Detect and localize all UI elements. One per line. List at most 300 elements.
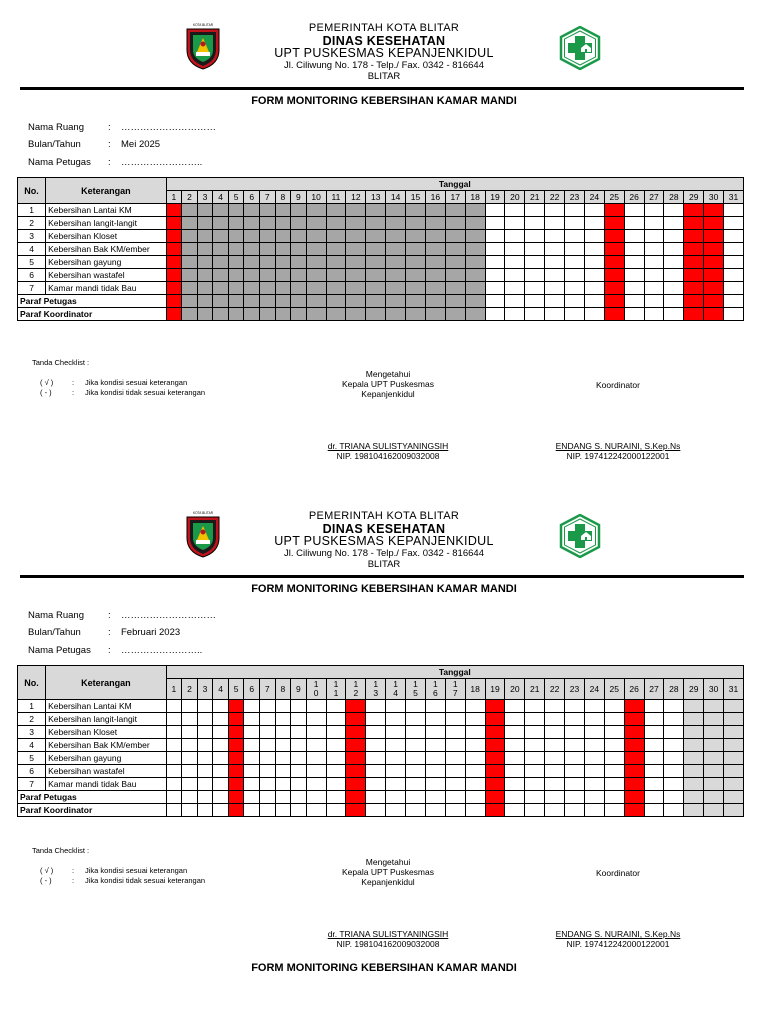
check-cell[interactable] — [291, 217, 307, 230]
check-cell[interactable] — [228, 230, 244, 243]
check-cell[interactable] — [244, 765, 260, 778]
check-cell[interactable] — [704, 739, 724, 752]
check-cell[interactable] — [704, 204, 724, 217]
check-cell[interactable] — [182, 726, 198, 739]
paraf-cell[interactable] — [505, 308, 525, 321]
check-cell[interactable] — [291, 256, 307, 269]
check-cell[interactable] — [604, 726, 624, 739]
check-cell[interactable] — [445, 282, 465, 295]
paraf-cell[interactable] — [565, 804, 585, 817]
check-cell[interactable] — [213, 269, 229, 282]
check-cell[interactable] — [604, 765, 624, 778]
check-cell[interactable] — [525, 700, 545, 713]
check-cell[interactable] — [406, 204, 426, 217]
check-cell[interactable] — [228, 700, 244, 713]
check-cell[interactable] — [545, 217, 565, 230]
check-cell[interactable] — [182, 243, 198, 256]
paraf-cell[interactable] — [244, 295, 260, 308]
check-cell[interactable] — [197, 700, 213, 713]
paraf-cell[interactable] — [259, 791, 275, 804]
check-cell[interactable] — [386, 282, 406, 295]
paraf-cell[interactable] — [366, 295, 386, 308]
check-cell[interactable] — [306, 726, 326, 739]
check-cell[interactable] — [465, 204, 485, 217]
check-cell[interactable] — [525, 256, 545, 269]
check-cell[interactable] — [445, 204, 465, 217]
check-cell[interactable] — [197, 765, 213, 778]
paraf-cell[interactable] — [366, 804, 386, 817]
check-cell[interactable] — [664, 217, 684, 230]
check-cell[interactable] — [664, 282, 684, 295]
check-cell[interactable] — [228, 726, 244, 739]
check-cell[interactable] — [197, 269, 213, 282]
check-cell[interactable] — [291, 282, 307, 295]
check-cell[interactable] — [704, 713, 724, 726]
check-cell[interactable] — [244, 726, 260, 739]
paraf-cell[interactable] — [346, 308, 366, 321]
paraf-cell[interactable] — [228, 308, 244, 321]
paraf-cell[interactable] — [228, 791, 244, 804]
check-cell[interactable] — [505, 752, 525, 765]
check-cell[interactable] — [704, 765, 724, 778]
check-cell[interactable] — [664, 778, 684, 791]
check-cell[interactable] — [704, 700, 724, 713]
check-cell[interactable] — [259, 752, 275, 765]
check-cell[interactable] — [644, 269, 664, 282]
check-cell[interactable] — [275, 282, 291, 295]
paraf-cell[interactable] — [386, 791, 406, 804]
paraf-cell[interactable] — [684, 804, 704, 817]
paraf-cell[interactable] — [485, 308, 505, 321]
check-cell[interactable] — [366, 217, 386, 230]
check-cell[interactable] — [182, 256, 198, 269]
check-cell[interactable] — [565, 269, 585, 282]
paraf-cell[interactable] — [604, 308, 624, 321]
check-cell[interactable] — [386, 256, 406, 269]
paraf-cell[interactable] — [166, 791, 182, 804]
check-cell[interactable] — [275, 713, 291, 726]
check-cell[interactable] — [197, 713, 213, 726]
paraf-cell[interactable] — [445, 804, 465, 817]
paraf-cell[interactable] — [724, 791, 744, 804]
check-cell[interactable] — [604, 230, 624, 243]
check-cell[interactable] — [291, 778, 307, 791]
check-cell[interactable] — [545, 765, 565, 778]
check-cell[interactable] — [406, 217, 426, 230]
paraf-cell[interactable] — [291, 791, 307, 804]
paraf-cell[interactable] — [228, 804, 244, 817]
paraf-cell[interactable] — [386, 295, 406, 308]
check-cell[interactable] — [213, 752, 229, 765]
check-cell[interactable] — [346, 256, 366, 269]
check-cell[interactable] — [386, 217, 406, 230]
paraf-cell[interactable] — [545, 295, 565, 308]
paraf-cell[interactable] — [197, 804, 213, 817]
check-cell[interactable] — [197, 282, 213, 295]
check-cell[interactable] — [275, 217, 291, 230]
check-cell[interactable] — [244, 282, 260, 295]
paraf-cell[interactable] — [525, 791, 545, 804]
check-cell[interactable] — [545, 778, 565, 791]
check-cell[interactable] — [604, 700, 624, 713]
paraf-cell[interactable] — [545, 791, 565, 804]
paraf-cell[interactable] — [485, 295, 505, 308]
check-cell[interactable] — [366, 700, 386, 713]
paraf-cell[interactable] — [386, 308, 406, 321]
check-cell[interactable] — [684, 269, 704, 282]
check-cell[interactable] — [259, 282, 275, 295]
check-cell[interactable] — [584, 778, 604, 791]
check-cell[interactable] — [346, 739, 366, 752]
check-cell[interactable] — [445, 243, 465, 256]
check-cell[interactable] — [366, 739, 386, 752]
check-cell[interactable] — [465, 700, 485, 713]
paraf-cell[interactable] — [624, 791, 644, 804]
check-cell[interactable] — [326, 752, 346, 765]
paraf-cell[interactable] — [166, 804, 182, 817]
check-cell[interactable] — [346, 765, 366, 778]
check-cell[interactable] — [485, 726, 505, 739]
check-cell[interactable] — [386, 752, 406, 765]
check-cell[interactable] — [684, 752, 704, 765]
check-cell[interactable] — [366, 765, 386, 778]
check-cell[interactable] — [584, 243, 604, 256]
check-cell[interactable] — [465, 765, 485, 778]
check-cell[interactable] — [228, 243, 244, 256]
check-cell[interactable] — [624, 230, 644, 243]
check-cell[interactable] — [624, 256, 644, 269]
check-cell[interactable] — [684, 204, 704, 217]
paraf-cell[interactable] — [525, 295, 545, 308]
check-cell[interactable] — [291, 243, 307, 256]
check-cell[interactable] — [545, 256, 565, 269]
check-cell[interactable] — [228, 739, 244, 752]
check-cell[interactable] — [346, 700, 366, 713]
check-cell[interactable] — [724, 713, 744, 726]
check-cell[interactable] — [291, 752, 307, 765]
check-cell[interactable] — [624, 243, 644, 256]
check-cell[interactable] — [366, 752, 386, 765]
check-cell[interactable] — [306, 256, 326, 269]
check-cell[interactable] — [624, 204, 644, 217]
check-cell[interactable] — [565, 204, 585, 217]
paraf-cell[interactable] — [425, 295, 445, 308]
check-cell[interactable] — [525, 217, 545, 230]
paraf-cell[interactable] — [525, 804, 545, 817]
check-cell[interactable] — [565, 217, 585, 230]
check-cell[interactable] — [326, 778, 346, 791]
check-cell[interactable] — [197, 778, 213, 791]
check-cell[interactable] — [425, 778, 445, 791]
check-cell[interactable] — [259, 765, 275, 778]
paraf-cell[interactable] — [704, 791, 724, 804]
check-cell[interactable] — [664, 269, 684, 282]
check-cell[interactable] — [306, 778, 326, 791]
check-cell[interactable] — [664, 256, 684, 269]
check-cell[interactable] — [664, 204, 684, 217]
check-cell[interactable] — [644, 726, 664, 739]
check-cell[interactable] — [724, 230, 744, 243]
paraf-cell[interactable] — [445, 791, 465, 804]
check-cell[interactable] — [505, 204, 525, 217]
paraf-cell[interactable] — [182, 295, 198, 308]
check-cell[interactable] — [724, 765, 744, 778]
paraf-cell[interactable] — [306, 791, 326, 804]
check-cell[interactable] — [166, 765, 182, 778]
check-cell[interactable] — [406, 752, 426, 765]
check-cell[interactable] — [545, 243, 565, 256]
check-cell[interactable] — [306, 217, 326, 230]
paraf-cell[interactable] — [197, 308, 213, 321]
check-cell[interactable] — [275, 269, 291, 282]
check-cell[interactable] — [244, 700, 260, 713]
check-cell[interactable] — [445, 726, 465, 739]
paraf-cell[interactable] — [545, 308, 565, 321]
paraf-cell[interactable] — [306, 804, 326, 817]
check-cell[interactable] — [505, 230, 525, 243]
check-cell[interactable] — [644, 765, 664, 778]
check-cell[interactable] — [465, 269, 485, 282]
check-cell[interactable] — [584, 713, 604, 726]
paraf-cell[interactable] — [644, 308, 664, 321]
check-cell[interactable] — [624, 752, 644, 765]
check-cell[interactable] — [197, 752, 213, 765]
check-cell[interactable] — [485, 282, 505, 295]
paraf-cell[interactable] — [584, 791, 604, 804]
check-cell[interactable] — [275, 243, 291, 256]
check-cell[interactable] — [306, 713, 326, 726]
paraf-cell[interactable] — [346, 804, 366, 817]
check-cell[interactable] — [275, 765, 291, 778]
check-cell[interactable] — [259, 269, 275, 282]
paraf-cell[interactable] — [291, 804, 307, 817]
check-cell[interactable] — [565, 739, 585, 752]
paraf-cell[interactable] — [244, 791, 260, 804]
check-cell[interactable] — [197, 230, 213, 243]
check-cell[interactable] — [326, 700, 346, 713]
paraf-cell[interactable] — [505, 804, 525, 817]
check-cell[interactable] — [525, 752, 545, 765]
paraf-cell[interactable] — [306, 308, 326, 321]
paraf-cell[interactable] — [275, 791, 291, 804]
check-cell[interactable] — [406, 765, 426, 778]
check-cell[interactable] — [213, 700, 229, 713]
check-cell[interactable] — [228, 752, 244, 765]
check-cell[interactable] — [346, 217, 366, 230]
check-cell[interactable] — [644, 230, 664, 243]
check-cell[interactable] — [228, 765, 244, 778]
paraf-cell[interactable] — [386, 804, 406, 817]
paraf-cell[interactable] — [624, 295, 644, 308]
check-cell[interactable] — [724, 243, 744, 256]
check-cell[interactable] — [445, 765, 465, 778]
paraf-cell[interactable] — [244, 804, 260, 817]
check-cell[interactable] — [724, 269, 744, 282]
check-cell[interactable] — [485, 256, 505, 269]
paraf-cell[interactable] — [445, 308, 465, 321]
check-cell[interactable] — [406, 282, 426, 295]
check-cell[interactable] — [425, 713, 445, 726]
paraf-cell[interactable] — [228, 295, 244, 308]
check-cell[interactable] — [525, 726, 545, 739]
check-cell[interactable] — [346, 713, 366, 726]
check-cell[interactable] — [306, 230, 326, 243]
check-cell[interactable] — [182, 217, 198, 230]
check-cell[interactable] — [505, 700, 525, 713]
check-cell[interactable] — [525, 765, 545, 778]
check-cell[interactable] — [275, 778, 291, 791]
check-cell[interactable] — [213, 739, 229, 752]
check-cell[interactable] — [505, 726, 525, 739]
check-cell[interactable] — [624, 282, 644, 295]
check-cell[interactable] — [644, 204, 664, 217]
paraf-cell[interactable] — [306, 295, 326, 308]
check-cell[interactable] — [664, 752, 684, 765]
paraf-cell[interactable] — [584, 308, 604, 321]
check-cell[interactable] — [644, 778, 664, 791]
check-cell[interactable] — [545, 230, 565, 243]
paraf-cell[interactable] — [465, 295, 485, 308]
check-cell[interactable] — [584, 700, 604, 713]
check-cell[interactable] — [291, 700, 307, 713]
check-cell[interactable] — [724, 778, 744, 791]
check-cell[interactable] — [386, 204, 406, 217]
check-cell[interactable] — [644, 217, 664, 230]
check-cell[interactable] — [166, 269, 182, 282]
check-cell[interactable] — [166, 739, 182, 752]
check-cell[interactable] — [664, 243, 684, 256]
check-cell[interactable] — [584, 217, 604, 230]
paraf-cell[interactable] — [724, 295, 744, 308]
check-cell[interactable] — [228, 713, 244, 726]
check-cell[interactable] — [644, 282, 664, 295]
paraf-cell[interactable] — [545, 804, 565, 817]
paraf-cell[interactable] — [485, 791, 505, 804]
paraf-cell[interactable] — [724, 804, 744, 817]
check-cell[interactable] — [465, 230, 485, 243]
check-cell[interactable] — [485, 752, 505, 765]
check-cell[interactable] — [244, 204, 260, 217]
check-cell[interactable] — [166, 243, 182, 256]
check-cell[interactable] — [624, 765, 644, 778]
check-cell[interactable] — [425, 256, 445, 269]
check-cell[interactable] — [326, 269, 346, 282]
check-cell[interactable] — [644, 256, 664, 269]
paraf-cell[interactable] — [197, 295, 213, 308]
paraf-cell[interactable] — [644, 295, 664, 308]
check-cell[interactable] — [684, 765, 704, 778]
check-cell[interactable] — [406, 739, 426, 752]
check-cell[interactable] — [346, 230, 366, 243]
check-cell[interactable] — [197, 726, 213, 739]
check-cell[interactable] — [213, 256, 229, 269]
check-cell[interactable] — [724, 217, 744, 230]
check-cell[interactable] — [182, 282, 198, 295]
check-cell[interactable] — [465, 726, 485, 739]
paraf-cell[interactable] — [604, 791, 624, 804]
paraf-cell[interactable] — [505, 791, 525, 804]
check-cell[interactable] — [684, 282, 704, 295]
check-cell[interactable] — [366, 713, 386, 726]
check-cell[interactable] — [624, 713, 644, 726]
check-cell[interactable] — [213, 778, 229, 791]
check-cell[interactable] — [275, 752, 291, 765]
check-cell[interactable] — [259, 230, 275, 243]
check-cell[interactable] — [386, 726, 406, 739]
check-cell[interactable] — [704, 726, 724, 739]
check-cell[interactable] — [346, 243, 366, 256]
check-cell[interactable] — [684, 243, 704, 256]
check-cell[interactable] — [306, 700, 326, 713]
check-cell[interactable] — [197, 243, 213, 256]
check-cell[interactable] — [366, 269, 386, 282]
check-cell[interactable] — [624, 739, 644, 752]
check-cell[interactable] — [704, 778, 724, 791]
check-cell[interactable] — [684, 778, 704, 791]
check-cell[interactable] — [182, 765, 198, 778]
check-cell[interactable] — [644, 752, 664, 765]
check-cell[interactable] — [664, 700, 684, 713]
check-cell[interactable] — [425, 217, 445, 230]
check-cell[interactable] — [166, 256, 182, 269]
check-cell[interactable] — [624, 778, 644, 791]
check-cell[interactable] — [228, 256, 244, 269]
check-cell[interactable] — [197, 739, 213, 752]
paraf-cell[interactable] — [197, 791, 213, 804]
check-cell[interactable] — [386, 713, 406, 726]
check-cell[interactable] — [182, 269, 198, 282]
paraf-cell[interactable] — [584, 295, 604, 308]
check-cell[interactable] — [406, 243, 426, 256]
check-cell[interactable] — [724, 700, 744, 713]
check-cell[interactable] — [604, 217, 624, 230]
check-cell[interactable] — [445, 256, 465, 269]
check-cell[interactable] — [485, 739, 505, 752]
paraf-cell[interactable] — [704, 295, 724, 308]
check-cell[interactable] — [275, 700, 291, 713]
check-cell[interactable] — [485, 269, 505, 282]
check-cell[interactable] — [291, 713, 307, 726]
check-cell[interactable] — [664, 765, 684, 778]
check-cell[interactable] — [704, 243, 724, 256]
check-cell[interactable] — [166, 778, 182, 791]
paraf-cell[interactable] — [584, 804, 604, 817]
check-cell[interactable] — [346, 204, 366, 217]
paraf-cell[interactable] — [244, 308, 260, 321]
paraf-cell[interactable] — [366, 308, 386, 321]
check-cell[interactable] — [604, 778, 624, 791]
paraf-cell[interactable] — [425, 308, 445, 321]
check-cell[interactable] — [259, 204, 275, 217]
paraf-cell[interactable] — [275, 804, 291, 817]
check-cell[interactable] — [425, 726, 445, 739]
paraf-cell[interactable] — [465, 308, 485, 321]
check-cell[interactable] — [724, 256, 744, 269]
check-cell[interactable] — [213, 726, 229, 739]
check-cell[interactable] — [704, 752, 724, 765]
check-cell[interactable] — [275, 739, 291, 752]
check-cell[interactable] — [644, 243, 664, 256]
check-cell[interactable] — [525, 204, 545, 217]
paraf-cell[interactable] — [346, 791, 366, 804]
check-cell[interactable] — [346, 778, 366, 791]
check-cell[interactable] — [565, 282, 585, 295]
check-cell[interactable] — [326, 217, 346, 230]
check-cell[interactable] — [465, 243, 485, 256]
check-cell[interactable] — [259, 778, 275, 791]
check-cell[interactable] — [604, 256, 624, 269]
paraf-cell[interactable] — [565, 791, 585, 804]
